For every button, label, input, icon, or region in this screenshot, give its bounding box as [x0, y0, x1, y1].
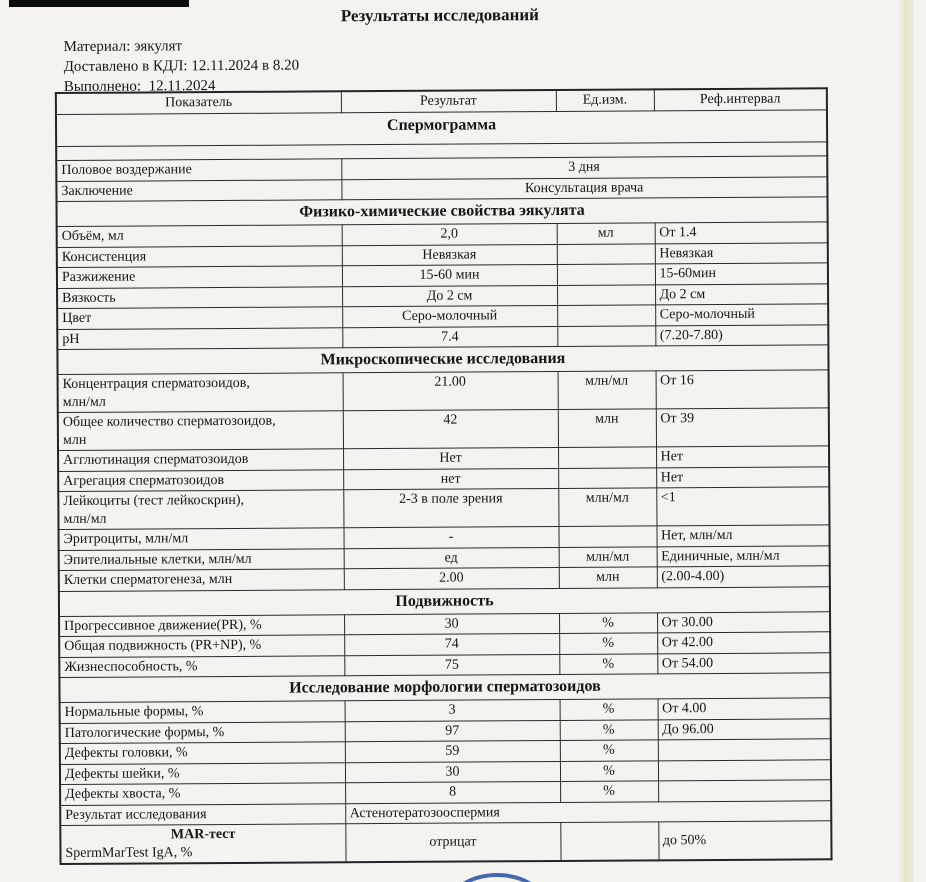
param-unit [558, 526, 656, 547]
param-name: Эпителиальные клетки, млн/мл [59, 548, 344, 570]
param-unit [557, 264, 655, 285]
param-value: 3 дня [341, 156, 827, 179]
param-result: Нет [343, 447, 558, 469]
param-unit: % [560, 760, 658, 781]
column-header-parameter: Показатель [56, 91, 341, 114]
param-ref: От 16 [656, 370, 829, 409]
param-unit: млн/мл [559, 546, 657, 567]
meta-block [63, 36, 299, 97]
param-result: нет [343, 468, 558, 490]
scan-artifact-bar [9, 0, 189, 7]
param-name: Объём, мл [57, 225, 342, 247]
section-title: Исследование морфологии сперматозоидов [59, 673, 830, 703]
param-unit [557, 284, 655, 305]
meta-performed: Выполнено: 12.11.2024 [63, 78, 216, 95]
param-unit: мл [557, 223, 655, 244]
param-name: Половое воздержание [56, 159, 341, 181]
param-ref: От 4.00 [658, 698, 831, 720]
column-header-unit: Ед.изм. [556, 89, 654, 111]
param-result: ед [344, 547, 559, 569]
param-result: 30 [345, 761, 560, 783]
param-unit: % [559, 612, 657, 633]
param-ref: Невязкая [655, 242, 828, 264]
param-name: Лейкоциты (тест лейкоскрин), млн/мл [58, 490, 343, 530]
param-name: Вязкость [57, 286, 342, 308]
param-value: Консультация врача [341, 176, 827, 199]
param-ref [658, 759, 831, 781]
param-name: Концентрация сперматозоидов, млн/мл [58, 373, 343, 413]
param-result: Невязкая [342, 244, 557, 266]
param-unit [557, 243, 655, 264]
param-ref [658, 780, 831, 802]
param-result: До 2 см [342, 285, 557, 307]
param-name: Эритроциты, млн/мл [59, 528, 344, 550]
param-ref: (2.00-4.00) [657, 566, 830, 588]
param-result: - [343, 526, 558, 548]
param-unit: млн/мл [558, 371, 656, 410]
param-result: 15-60 мин [342, 264, 557, 286]
table-row [58, 370, 829, 413]
param-name: pH [57, 327, 342, 349]
param-ref: до 50% [658, 821, 831, 861]
param-result: 8 [345, 781, 560, 803]
param-name: Нормальные формы, % [60, 701, 345, 723]
param-unit: млн [559, 567, 657, 588]
mar-test-row [60, 821, 831, 864]
param-name: Дефекты хвоста, % [60, 783, 345, 805]
meta-delivered: Доставлено в КДЛ: 12.11.2024 в 8.20 [63, 57, 300, 75]
param-unit: % [560, 719, 658, 740]
param-ref [658, 739, 831, 761]
param-ref: (7.20-7.80) [655, 324, 828, 346]
param-result: 21.00 [343, 371, 558, 410]
param-result: 3 [345, 699, 560, 721]
param-result: 42 [343, 409, 558, 448]
param-unit: % [560, 699, 658, 720]
param-name: Агглютинация сперматозоидов [58, 449, 343, 471]
param-result: 2,0 [342, 223, 557, 245]
param-unit [560, 822, 658, 861]
param-ref: Нет [656, 446, 829, 468]
param-name: Жизнеспособность, % [59, 655, 344, 677]
param-result: 97 [345, 720, 560, 742]
param-name: Общее количество сперматозоидов, млн [58, 411, 343, 451]
param-name [60, 824, 345, 864]
param-unit: млн/мл [558, 488, 656, 527]
param-ref: От 30.00 [657, 611, 830, 633]
param-result: 7.4 [342, 326, 557, 348]
section-title: Физико-химические свойства эякулята [56, 197, 827, 227]
param-name: Цвет [57, 307, 342, 329]
param-name: Прогрессивное движение(PR), % [59, 614, 344, 636]
table-row [58, 408, 829, 451]
param-result: 30 [344, 613, 559, 635]
param-name: Агрегация сперматозоидов [58, 469, 343, 491]
section-title: Подвижность [59, 586, 830, 616]
column-header-ref-interval: Реф.интервал [654, 88, 827, 111]
param-name: Общая подвижность (PR+NP), % [59, 635, 344, 657]
param-ref: 15-60мин [655, 263, 828, 285]
param-ref: От 1.4 [655, 222, 828, 244]
param-ref: От 39 [656, 408, 829, 447]
param-result: 75 [344, 654, 559, 676]
param-name: Клетки сперматогенеза, млн [59, 569, 344, 591]
results-table [55, 87, 833, 865]
param-ref: От 54.00 [657, 652, 830, 674]
page-title: Результаты исследований [340, 5, 539, 26]
param-unit [558, 447, 656, 468]
param-name: Результат исследования [60, 803, 345, 825]
param-name: Патологические формы, % [60, 721, 345, 743]
param-unit: % [560, 740, 658, 761]
param-ref: <1 [656, 487, 829, 526]
param-ref: Единичные, млн/мл [657, 545, 830, 567]
column-header-result: Результат [341, 90, 556, 113]
section-title: Спермограмма [56, 110, 827, 147]
param-name: Консистенция [57, 245, 342, 267]
param-result: 74 [344, 633, 559, 655]
param-ref: От 42.00 [657, 632, 830, 654]
param-name: Заключение [56, 179, 341, 201]
param-result: Серо-молочный [342, 305, 557, 327]
param-unit: % [559, 653, 657, 674]
param-result: 2.00 [344, 567, 559, 589]
param-ref: Серо-молочный [655, 304, 828, 326]
param-result: 59 [345, 740, 560, 762]
param-unit [557, 325, 655, 346]
param-ref: Нет [656, 466, 829, 488]
param-unit [558, 467, 656, 488]
param-unit: млн [558, 409, 656, 448]
param-unit: % [560, 781, 658, 802]
mar-test-subname: SpermMarTest IgA, % [65, 844, 193, 861]
param-ref: До 96.00 [658, 718, 831, 740]
study-conclusion: Астенотератозооспермия [345, 800, 831, 823]
section-row-spermogram [56, 110, 827, 147]
param-unit [557, 305, 655, 326]
meta-material: Материал: эякулят [63, 38, 183, 55]
param-name: Разжижение [57, 266, 342, 288]
table-row [58, 487, 829, 530]
param-unit: % [559, 633, 657, 654]
param-name: Дефекты шейки, % [60, 762, 345, 784]
param-name: Дефекты головки, % [60, 742, 345, 764]
param-ref: До 2 см [655, 283, 828, 305]
param-ref: Нет, млн/мл [656, 525, 829, 547]
section-title: Микроскопические исследования [57, 345, 828, 375]
mar-test-title: MAR-тест [170, 826, 236, 843]
param-result: 2-3 в поле зрения [343, 488, 558, 527]
param-result: отрицат [345, 822, 560, 862]
